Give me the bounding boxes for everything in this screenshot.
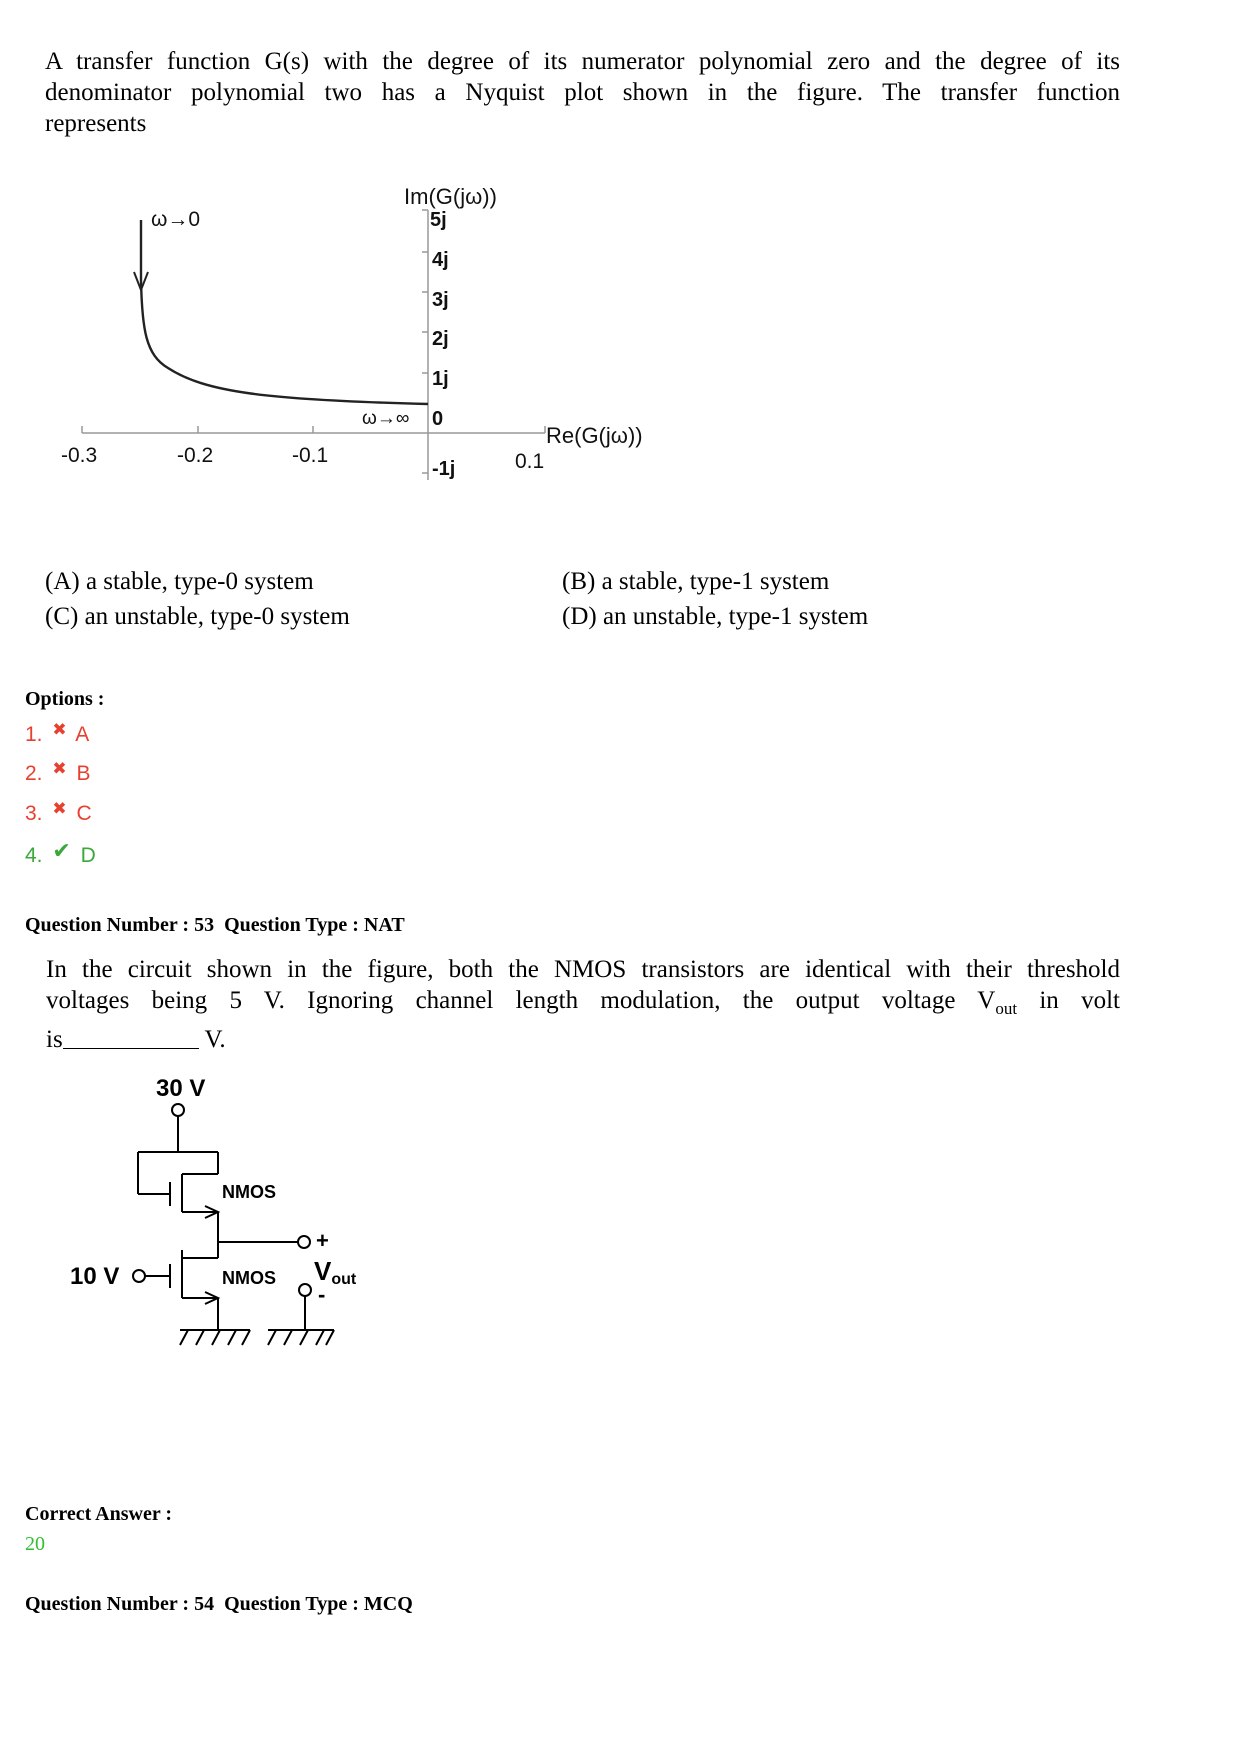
vout-label: Vout <box>314 1256 357 1288</box>
correct-mark-icon: ✔ <box>52 838 71 863</box>
option-label: D <box>80 844 96 867</box>
wrong-mark-icon: ✖ <box>52 799 67 818</box>
option-label: C <box>76 802 92 825</box>
choice-d: (D) an unstable, type-1 system <box>562 603 869 630</box>
x-tick-neg02: -0.2 <box>177 444 214 467</box>
y-tick-0: 0 <box>432 408 444 430</box>
vdd-label: 30 V <box>156 1075 206 1102</box>
q53-line-2: voltages being 5 V. Ignoring channel length modulation, the output voltage $V_{out}$ in volt <box>46 987 1120 1018</box>
minus-label: - <box>318 1282 326 1307</box>
q53-line-3: is V. <box>46 1026 226 1053</box>
option-number: 3. <box>25 802 43 825</box>
q53-heading: Question Number : 53 Question Type : NAT <box>25 914 405 936</box>
omega-inf-label: ω→∞ <box>362 408 410 429</box>
options-heading: Options : <box>25 688 105 710</box>
option-label: B <box>76 762 91 785</box>
y-tick-4j: 4j <box>432 249 449 271</box>
choice-b: (B) a stable, type-1 system <box>562 568 830 595</box>
y-axis-label: Im(G(jω)) <box>404 184 497 209</box>
x-axis-label: Re(G(jω)) <box>546 423 643 448</box>
option-number: 2. <box>25 762 43 785</box>
q54-heading: Question Number : 54 Question Type : MCQ <box>25 1593 413 1615</box>
x-tick-01: 0.1 <box>515 450 545 473</box>
q52-line-2: denominator polynomial two has a Nyquist plot shown in the figure. The transfer function <box>45 79 1120 106</box>
nmos-circuit <box>0 1070 400 1370</box>
q52-line-1: A transfer function G(s) with the degree of its numerator polynomial zero and the degree of its <box>45 48 1120 75</box>
y-tick-2j: 2j <box>432 328 449 350</box>
nmos-top-label: NMOS <box>222 1182 276 1202</box>
choice-a: (A) a stable, type-0 system <box>45 568 314 595</box>
answer-blank <box>63 1026 199 1049</box>
choice-c: (C) an unstable, type-0 system <box>45 603 350 630</box>
q52-line-3: represents <box>45 110 147 137</box>
option-3[interactable] <box>25 799 92 826</box>
vin-label: 10 V <box>70 1263 120 1290</box>
x-tick-neg01: -0.1 <box>292 444 329 467</box>
nyquist-plot <box>0 170 700 500</box>
y-tick-3j: 3j <box>432 289 449 311</box>
y-tick-1j: 1j <box>432 368 449 390</box>
correct-answer-value: 20 <box>25 1533 45 1555</box>
y-tick-neg1j: -1j <box>432 458 456 480</box>
option-number: 1. <box>25 723 43 746</box>
q53-line-1: In the circuit shown in the figure, both the NMOS transistors are identical with their threshold <box>46 956 1120 983</box>
q53-question-text <box>46 954 1120 1055</box>
option-number: 4. <box>25 844 43 867</box>
nyquist-curve <box>141 220 428 404</box>
option-label: A <box>75 723 90 746</box>
option-2[interactable] <box>25 759 90 786</box>
nmos-bottom-label: NMOS <box>222 1268 276 1288</box>
plus-label: + <box>316 1228 329 1253</box>
option-4[interactable] <box>25 838 96 868</box>
answer-heading: Correct Answer : <box>25 1503 172 1525</box>
q52-question-text <box>45 46 1120 139</box>
option-1[interactable] <box>25 720 89 747</box>
wrong-mark-icon: ✖ <box>52 759 67 778</box>
x-tick-neg03: -0.3 <box>61 444 98 467</box>
wrong-mark-icon: ✖ <box>52 720 67 739</box>
y-tick-5j: 5j <box>430 209 447 231</box>
omega-zero-label: ω→0 <box>151 208 201 231</box>
